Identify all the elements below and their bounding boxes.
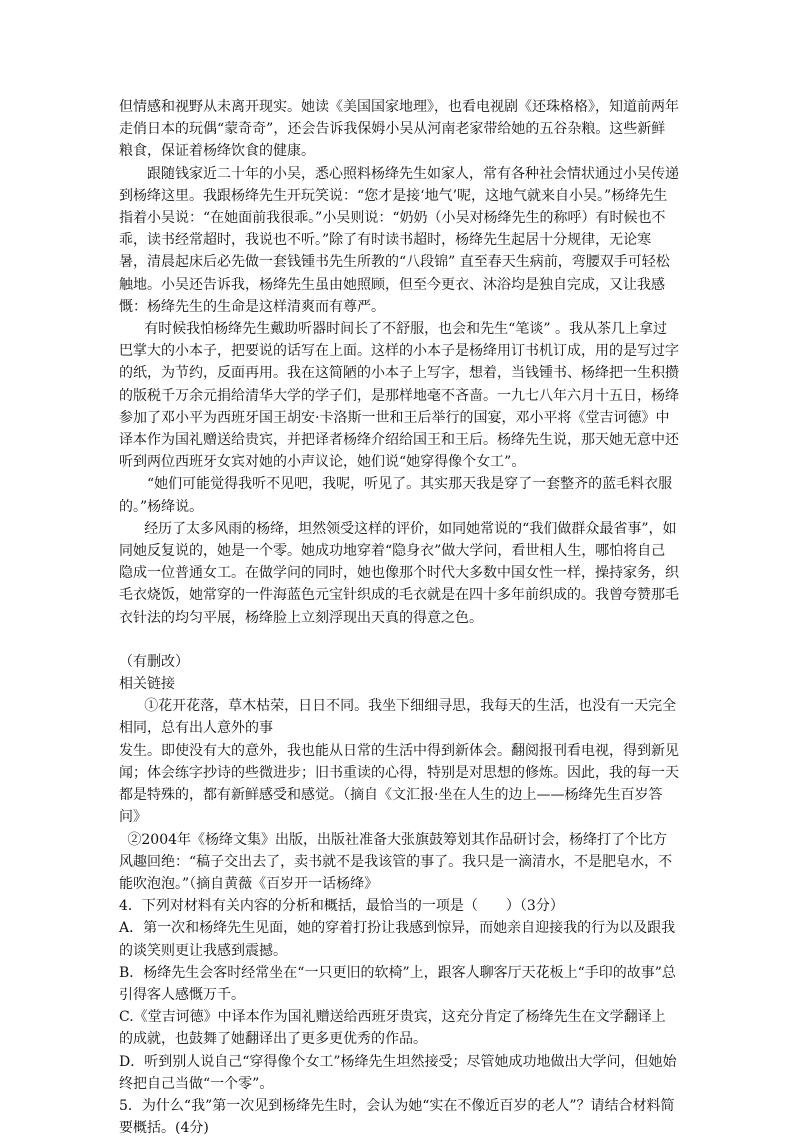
question-5: 5．为什么“我”第一次见到杨绛先生时，会认为她“实在不像近百岁的老人”？请结合材料简要概括。(4分) [119,1097,675,1137]
question-4-option-d: D．听到别人说自己“穿得像个女工”杨绛先生坦然接受；尽管她成功地做出大学问，但她始终把自己当做“一个零”。 [119,1053,677,1092]
article-paragraph-3: 有时候我怕杨绛先生戴助听器时间长了不舒服，也会和先生“笔谈” 。我从茶几上拿过巴掌大的小本子，把要说的话写在上面。这样的小本子是杨绛用订书机订成，用的是写过字的纸，为节约，反面再用。我在这简陋的小本子上写字，想着，当钱锺书、杨绛把一生积攒的版税千万余元捐给清华大学的学子们，是那样地毫不吝啬。一九七八年六月十五日，杨绛参加了邓小平为西班牙国王胡安·卡洛斯一世和王后举行的国宴，邓小平将《堂吉诃德》中译本作为国礼赠送给贵宾，并把译者杨绛介绍给国王和王后。杨绛先生说，那天她无意中还听到两位西班牙女宾对她的小声议论，她们说“她穿得像个女工”。 [119,321,679,471]
edit-note: （有删改） [119,653,189,670]
article-paragraph-5: 经历了太多风雨的杨绛，坦然领受这样的评价，如同她常说的“我们做群众最省事”，如同她反复说的，她是一个零。她成功地穿着“隐身衣”做大学问，看世相人生，哪怕将自己隐成一位普通女工。在做学问的同时，她也像那个时代大多数中国女性一样，操持家务，织毛衣烧饭，她常穿的一件海蓝色元宝针织成的毛衣就是在四十多年前织成的。我曾夸赞那毛衣针法的均匀平展，杨绛脸上立刻浮现出天真的得意之色。 [119,520,679,626]
related-link-2: ②2004年《杨绛文集》出版，出版社准备大张旗鼓筹划其作品研讨会，杨绛打了个比方风趣回绝：“稿子交出去了，卖书就不是我该管的事了。我只是一滴清水，不是肥皂水，不能吹泡泡。”（摘自黄薇《百岁开一话杨绛》 [119,831,673,892]
related-link-1-part-1: ①花开花落，草木枯荣，日日不同。我坐下细细寻思，我每天的生活，也没有一天完全相同，总有出人意外的事 [119,698,677,737]
document-page [119,96,679,1139]
article-paragraph-2: 跟随钱家近二十年的小吴，悉心照料杨绛先生如家人，常有各种社会情状通过小吴传递到杨绛这里。我跟杨绛先生开玩笑说：“您才是接‘地气’呢，这地气就来自小吴。”杨绛先生指着小吴说：“在她面前我很乖。”小吴则说：“奶奶（小吴对杨绛先生的称呼）有时候也不乖，读书经常超时，我说也不听。”除了有时读书超时，杨绛先生起居十分规律，无论寒暑，清晨起床后必先做一套钱锺书先生所教的“八段锦” 直至春天生病前，弯腰双手可轻松触地。小吴还告诉我，杨绛先生虽由她照顾，但至今更衣、沐浴均是独自完成，又让我感慨：杨绛先生的生命是这样清爽而有尊严。 [119,165,679,315]
article-paragraph-4: “她们可能觉得我听不见吧，我呢，听见了。其实那天我是穿了一套整齐的蓝毛料衣服的。”杨绛说。 [119,476,673,515]
related-link-1-part-2: 发生。即使没有大的意外，我也能从日常的生活中得到新体会。翻阅报刊看电视，得到新见闻；体会练字抄诗的些微进步；旧书重读的心得，特别是对思想的修炼。因此，我的每一天都是特殊的，都有新鲜感受和感觉。（摘自《文汇报·坐在人生的边上——杨绛先生百岁答问》 [119,742,679,826]
question-4-option-a: A．第一次和杨绛先生见面，她的穿着打扮让我感到惊异，而她亲自迎接我的行为以及跟我的谈笑则更让我感到震撼。 [119,920,676,959]
related-links-heading: 相关链接 [119,676,175,693]
section-gap [119,629,679,651]
question-4-option-c: C.《堂吉诃德》中译本作为国礼赠送给西班牙贵宾，这充分肯定了杨绛先生在文学翻译上的成就，也鼓舞了她翻译出了更多更优秀的作品。 [119,1009,666,1048]
question-4: 4．下列对材料有关内容的分析和概括，最恰当的一项是（ ）（3分） [119,898,564,915]
question-4-option-b: B．杨绛先生会客时经常坐在“一只更旧的软椅”上，跟客人聊客厅天花板上“手印的故事”总引得客人感慨万千。 [119,964,676,1003]
article-paragraph-1: 但情感和视野从未离开现实。她读《美国国家地理》，也看电视剧《还珠格格》，知道前两年走俏日本的玩偶“蒙奇奇”，还会告诉我保姆小吴从河南老家带给她的五谷杂粮。这些新鲜粮食，保证着杨绛饮食的健康。 [119,99,679,160]
